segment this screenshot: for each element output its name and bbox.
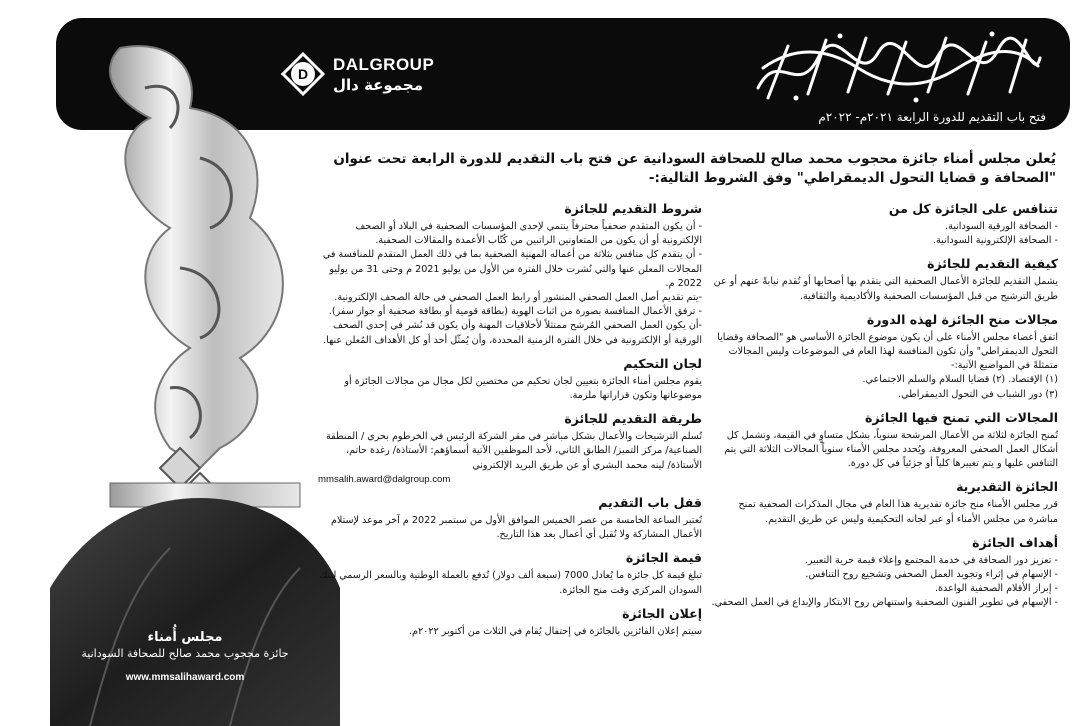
award-calligraphy-title-icon [748,28,1048,106]
section-line: - الإسهام في إثراء وتجويد العمل الصحفي وتشجيع روح التنافس. [805,569,1058,581]
section-title: شروط التقديم للجائزة [564,201,702,216]
section-line: -يتم تقديم أصل العمل الصحفي المنشور أو رابط العمل الصحفي في حالة الصحف الإلكترونية. [334,292,702,304]
section-submission-method [318,410,702,487]
section-prize-value [318,549,702,597]
section-line: تبلغ قيمة كل جائزة ما يُعادل 7000 (سبعة ألف دولار) تُدفع بالعملة الوطنية وبالسعر الرسمي لبنك السودان المركزي وقت منح الجائزة. [319,570,702,596]
logo-arabic: مجموعة دال [333,75,423,94]
email-link[interactable]: mmsalih.award@dalgroup.com [318,473,451,485]
svg-text:D: D [297,66,309,82]
section-fields-this-cycle [708,311,1058,402]
section-title: قيمة الجائزة [625,550,702,566]
council-credit [60,630,310,683]
middle-column [318,200,702,646]
logo-english: DALGROUP [333,54,435,74]
right-column [708,200,1058,618]
website-link[interactable]: www.mmsalihaward.com [125,672,245,683]
section-line: -أن يكون العمل الصحفي المُرشح ممتثلاً لأخلاقيات المهنة وأن يكون قد نُشر في إحدى الصحف الورقية أو الإلكترونية في خلال الفترة الزمنية المحددة، وأن يُمثّل أحد أو كل الأهداف المُعلن عنها. [323,320,702,346]
section-line: تُعتبر الساعة الخامسة من عصر الخميس الموافق الأول من سبتمبر 2022 م آخر موعد لإستلام الأعمال المشاركة ولا تُقبل أي أعمال بعد هذا التاريخ. [330,515,702,541]
section-competitors [708,200,1058,248]
trophy-illustration [50,28,340,726]
intro-paragraph: يُعلن مجلس أمناء جائزة محجوب محمد صالح للصحافة السودانية عن فتح باب التقديم للدورة الرابعة تحت عنوان "الصحافة و قضايا التحول الديمقراطي" وفق الشروط التالية:- [333,151,1056,186]
section-title: كيفية التقديم للجائزة [927,256,1058,272]
section-line: (١) الإقتصاد. (٢) قضايا السلام والسلم الاجتماعي. [862,374,1058,386]
section-announcement [318,605,702,639]
section-line: (٣) دور الشباب في التحول الديمقراطي. [898,388,1058,400]
section-judging [318,355,702,403]
section-line: قرر مجلس الأمناء منح جائزة تقديرية هذا العام في مجال المذكرات الصحفية تمنح مباشرة من مجلس الأمناء أو عبر لجانه التحكيمية وليس عن طريق التقديم. [738,499,1058,525]
section-conditions [318,200,702,348]
section-line: - أن يكون المتقدم صحفياً محترفاً ينتمي لإحدى المؤسسات الصحفية في البلاد أو الصحف الإلكترونية أو أن يكون من المتعاونين الراتبين من كُتّاب الأعمدة والمقالات الصحفية. [355,221,702,247]
council-title: مجلس أُمناء [147,630,223,645]
section-goals [708,534,1058,611]
council-subtitle: جائزة محجوب محمد صالح للصحافة السودانية [81,647,289,660]
section-award-fields [708,409,1058,472]
section-line: تُمنح الجائزة لثلاثة من الأعمال المرشحة سنوياً، بشكل متساوٍ في القيمة، وتشمل كل أشكال العمل الصحفي المعروفة، ويُحدد مجلس الأمناء سنوياً المجالات الثلاثة التي يتم التنافس عليها و يتم تغييرها كلياً أو جزئياً في كل دورة. [724,429,1058,470]
section-line: - إبراز الأقلام الصحفية الواعدة. [934,583,1058,595]
section-deadline [318,494,702,542]
section-line: - تعزيز دور الصحافة في خدمة المجتمع وإعلاء قيمة حرية التعبير. [804,554,1058,566]
section-line: اتفق أعضاء مجلس الأمناء على أن يكون موضوع الجائزة الأساسي هو "الصحافة وقضايا التحول الديمقراطي" وأن تكون المنافسة لهذا العام في الموضوعات وليس المجالات متمثلةً في المواضيع الآتية:- [717,331,1058,372]
section-line: - أن يتقدم كل منافس بثلاثة من أعماله المهنية الصحفية بما في ذلك العمل المتقدم للمنافسة في المجالات المعلن عنها والتي نُشرت خلال الفترة من الأول من يوليو 2021 م وحتى 31 من يوليو 2022 م. [322,249,702,289]
section-line: يقوم مجلس أمناء الجائزة بتعيين لجان تحكيم من مختصين لكل مجال من مجالات الجائزة أو موضوعاتها وتكون قراراتها ملزمة. [344,375,702,402]
section-title: أهداف الجائزة [972,534,1058,550]
section-title: لجان التحكيم [623,355,702,371]
section-title: تتنافس على الجائزة كل من [888,201,1058,216]
section-title: إعلان الجائزة [622,605,702,621]
section-honorary-award [708,478,1058,526]
section-title: طريقة التقديم للجائزة [564,411,702,427]
section-title: مجالات منح الجائزة لهذه الدورة [866,311,1058,327]
section-line: - ترفق الأعمال المنافسة بصورة من اثبات الهوية (بطاقة قومية أو بطاقة صحفية أو جواز سفر). [328,306,702,318]
section-line: - الصحافة الورقية السودانية. [945,221,1058,232]
section-line: تُسلم الترشيحات والأعمال بشكل مباشر في مقر الشركة الرئيس في الخرطوم بحري / المنطقة الصناعية/ مركز التميز/ الطابق الثاني، لأحد الموظفين الآتية أسماؤهم: الأستاذة/ رغدة حاتم، الأستاذة/ لينه محمد البشري أو عن طريق البريد الإلكتروني [326,431,702,471]
section-line: يشمل التقديم للجائزة الأعمال الصحفية التي يتقدم بها أصحابها أو تُقدم نيابةً عنهم أو عن طريق الترشيح من قبل المؤسسات الصحفية والأكاديمية والثقافية. [713,276,1058,302]
section-line: - الإسهام في تطوير الفنون الصحفية واستنهاض روح الابتكار والإبداع في العمل الصحفي. [711,597,1058,609]
section-title: الجائزة التقديرية [956,479,1058,495]
section-title: قفل باب التقديم [598,495,702,511]
section-line: - الصحافة الإلكترونية السودانية. [932,235,1058,247]
section-line: سيتم إعلان الفائزين بالجائزة في إحتفال يُقام في الثلاث من أكتوبر ٢٠٢٢م. [409,625,702,637]
section-title: المجالات التي تمنح فيها الجائزة [864,409,1058,425]
header-subtitle: فتح باب التقديم للدورة الرابعة ٢٠٢١م- ٢٠٢٢م [818,110,1046,124]
section-how-to-apply [708,255,1058,303]
